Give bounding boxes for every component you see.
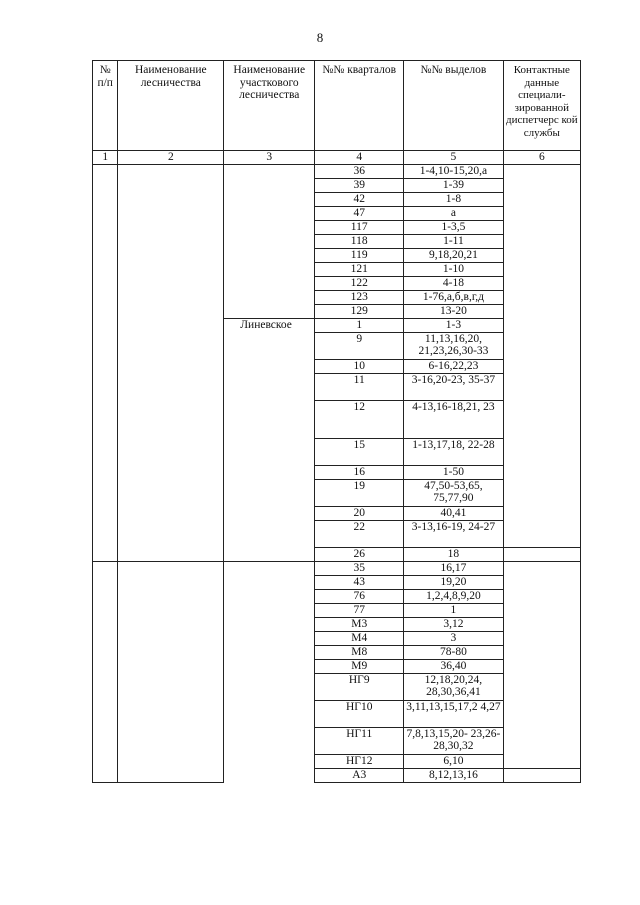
allotments-cell: 1-8	[404, 192, 504, 206]
quarter-cell: 119	[315, 248, 404, 262]
district-forestry-cell	[224, 192, 315, 206]
quarter-cell: 19	[315, 479, 404, 506]
district-forestry-cell	[224, 547, 315, 561]
district-forestry-cell	[224, 262, 315, 276]
allotments-cell: 1-10	[404, 262, 504, 276]
quarter-cell: М4	[315, 631, 404, 645]
district-forestry-cell	[224, 465, 315, 479]
district-forestry-cell	[224, 575, 315, 589]
district-forestry-cell	[224, 164, 315, 178]
row-number-cell	[93, 561, 118, 782]
contacts-cell	[503, 561, 580, 768]
allotments-cell: 36,40	[404, 659, 504, 673]
quarter-cell: НГ11	[315, 727, 404, 754]
allotments-cell: 1	[404, 603, 504, 617]
allotments-cell: 1-4,10-15,20,а	[404, 164, 504, 178]
district-forestry-cell	[224, 659, 315, 673]
allotments-cell: 3	[404, 631, 504, 645]
contacts-cell	[503, 164, 580, 547]
quarter-cell: 9	[315, 332, 404, 359]
column-number: 3	[224, 151, 315, 165]
district-forestry-cell	[224, 506, 315, 520]
quarter-cell: М3	[315, 617, 404, 631]
allotments-cell: 6-16,22,23	[404, 359, 504, 373]
page-number: 8	[316, 30, 324, 45]
district-forestry-cell	[224, 727, 315, 754]
quarter-cell: 117	[315, 220, 404, 234]
allotments-cell: 19,20	[404, 575, 504, 589]
column-number: 5	[404, 151, 504, 165]
quarter-cell: 22	[315, 520, 404, 547]
quarter-cell: 77	[315, 603, 404, 617]
allotments-cell: 6,10	[404, 754, 504, 768]
allotments-cell: 1-76,а,б,в,г,д	[404, 290, 504, 304]
quarter-cell: 12	[315, 400, 404, 438]
quarter-cell: А3	[315, 768, 404, 782]
quarter-cell: 43	[315, 575, 404, 589]
allotments-cell: 78-80	[404, 645, 504, 659]
row-number-cell	[93, 164, 118, 561]
quarter-cell: 47	[315, 206, 404, 220]
district-forestry-cell	[224, 276, 315, 290]
quarter-cell: 10	[315, 359, 404, 373]
district-forestry-cell	[224, 220, 315, 234]
district-forestry-cell	[224, 206, 315, 220]
district-forestry-cell	[224, 768, 315, 782]
forestry-table	[92, 60, 581, 783]
quarter-cell: НГ10	[315, 700, 404, 727]
allotments-cell: 1,2,4,8,9,20	[404, 589, 504, 603]
allotments-cell: 11,13,16,20, 21,23,26,30-33	[404, 332, 504, 359]
column-number: 2	[118, 151, 224, 165]
header-number: № п/п	[93, 61, 118, 151]
quarter-cell: НГ12	[315, 754, 404, 768]
quarter-cell: 121	[315, 262, 404, 276]
district-forestry-cell	[224, 520, 315, 547]
allotments-cell: 40,41	[404, 506, 504, 520]
allotments-cell: 47,50-53,65, 75,77,90	[404, 479, 504, 506]
district-forestry-cell	[224, 700, 315, 727]
allotments-cell: 12,18,20,24, 28,30,36,41	[404, 673, 504, 700]
quarter-cell: М8	[315, 645, 404, 659]
district-forestry-cell	[224, 290, 315, 304]
district-forestry-cell	[224, 617, 315, 631]
column-numbering-row	[93, 151, 581, 165]
forestry-name-cell	[118, 561, 224, 782]
allotments-cell: 8,12,13,16	[404, 768, 504, 782]
quarter-cell: 35	[315, 561, 404, 575]
allotments-cell: 18	[404, 547, 504, 561]
quarter-cell: 122	[315, 276, 404, 290]
quarter-cell: М9	[315, 659, 404, 673]
header-quarters: №№ кварталов	[315, 61, 404, 151]
allotments-cell: 1-13,17,18, 22-28	[404, 438, 504, 465]
allotments-cell: 7,8,13,15,20- 23,26-28,30,32	[404, 727, 504, 754]
allotments-cell: 3-13,16-19, 24-27	[404, 520, 504, 547]
district-forestry-cell	[224, 234, 315, 248]
column-number: 4	[315, 151, 404, 165]
district-forestry-cell	[224, 359, 315, 373]
district-forestry-cell	[224, 561, 315, 575]
column-number: 6	[503, 151, 580, 165]
quarter-cell: 42	[315, 192, 404, 206]
allotments-cell: 1-3,5	[404, 220, 504, 234]
district-forestry-cell	[224, 373, 315, 400]
header-allotments: №№ выделов	[404, 61, 504, 151]
quarter-cell: 20	[315, 506, 404, 520]
district-forestry-cell	[224, 304, 315, 318]
quarter-cell: 118	[315, 234, 404, 248]
district-forestry-cell	[224, 438, 315, 465]
table-row	[93, 164, 581, 178]
column-number: 1	[93, 151, 118, 165]
allotments-cell: 3-16,20-23, 35-37	[404, 373, 504, 400]
quarter-cell: НГ9	[315, 673, 404, 700]
allotments-cell: 13-20	[404, 304, 504, 318]
allotments-cell: 1-11	[404, 234, 504, 248]
allotments-cell: 3,12	[404, 617, 504, 631]
header-row	[93, 61, 581, 151]
quarter-cell: 129	[315, 304, 404, 318]
district-forestry-cell	[224, 631, 315, 645]
district-forestry-cell	[224, 589, 315, 603]
contacts-cell	[503, 768, 580, 782]
allotments-cell: 16,17	[404, 561, 504, 575]
district-forestry-cell	[224, 248, 315, 262]
allotments-cell: а	[404, 206, 504, 220]
quarter-cell: 26	[315, 547, 404, 561]
district-forestry-cell: Линевское	[224, 318, 315, 332]
district-forestry-cell	[224, 400, 315, 438]
quarter-cell: 123	[315, 290, 404, 304]
quarter-cell: 11	[315, 373, 404, 400]
allotments-cell: 1-39	[404, 178, 504, 192]
allotments-cell: 1-50	[404, 465, 504, 479]
table-body	[93, 164, 581, 782]
allotments-cell: 3,11,13,15,17,2 4,27	[404, 700, 504, 727]
allotments-cell: 1-3	[404, 318, 504, 332]
forestry-name-cell	[118, 164, 224, 561]
allotments-cell: 4-13,16-18,21, 23	[404, 400, 504, 438]
district-forestry-cell	[224, 332, 315, 359]
quarter-cell: 36	[315, 164, 404, 178]
quarter-cell: 39	[315, 178, 404, 192]
district-forestry-cell	[224, 645, 315, 659]
quarter-cell: 16	[315, 465, 404, 479]
allotments-cell: 9,18,20,21	[404, 248, 504, 262]
quarter-cell: 1	[315, 318, 404, 332]
allotments-cell: 4-18	[404, 276, 504, 290]
contacts-cell	[503, 547, 580, 561]
district-forestry-cell	[224, 673, 315, 700]
district-forestry-cell	[224, 603, 315, 617]
header-forestry: Наименование лесничества	[118, 61, 224, 151]
table-row	[93, 561, 581, 575]
quarter-cell: 15	[315, 438, 404, 465]
district-forestry-cell	[224, 754, 315, 768]
header-district-forestry: Наименование участкового лесничества	[224, 61, 315, 151]
district-forestry-cell	[224, 178, 315, 192]
quarter-cell: 76	[315, 589, 404, 603]
district-forestry-cell	[224, 479, 315, 506]
header-contacts: Контактные данные специали-зированной диспетчерс кой службы	[503, 61, 580, 151]
